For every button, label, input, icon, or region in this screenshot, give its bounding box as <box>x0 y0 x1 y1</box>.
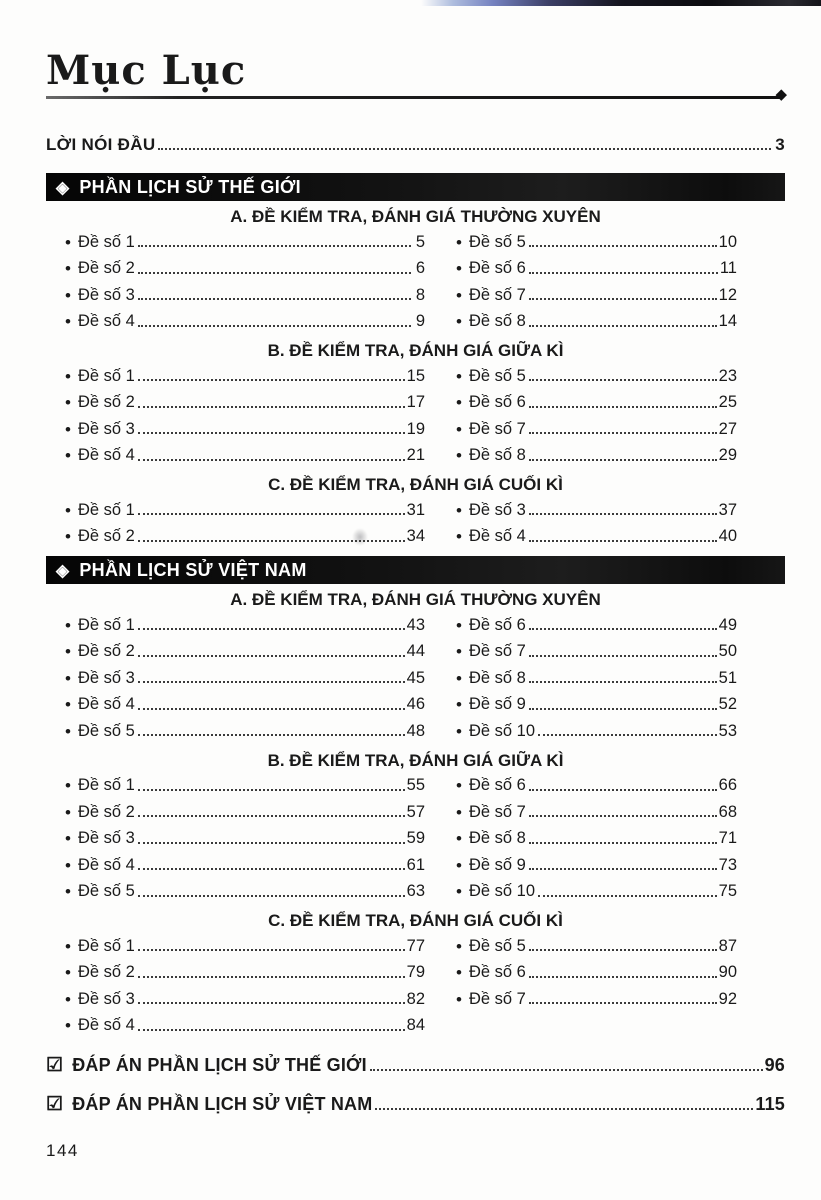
dot-leader <box>138 789 405 791</box>
entry-label: Đề số 1 <box>77 500 135 519</box>
entry-label: Đề số 1 <box>77 232 135 251</box>
toc-column-right <box>456 933 737 1039</box>
entry-label: Đề số 10 <box>468 882 535 901</box>
dot-leader <box>370 1069 763 1071</box>
toc-entry <box>456 773 737 800</box>
entry-label: Đề số 7 <box>468 802 526 821</box>
section-columns <box>46 612 785 745</box>
entry-page: 12 <box>718 285 737 304</box>
entry-page: 52 <box>718 695 737 714</box>
answer-label: ĐÁP ÁN PHẦN LỊCH SỬ VIỆT NAM <box>72 1093 373 1114</box>
bullet-icon: • <box>65 615 71 635</box>
checkbox-icon: ☑ <box>46 1054 64 1076</box>
toc-entry <box>456 639 737 666</box>
entry-label: Đề số 6 <box>468 615 526 634</box>
toc-entry <box>65 852 425 879</box>
bullet-icon: • <box>65 829 71 849</box>
bullet-icon: • <box>456 668 462 688</box>
bullet-icon: • <box>65 721 71 741</box>
toc-entry <box>65 718 425 745</box>
toc-entry <box>65 826 425 853</box>
entry-label: Đề số 5 <box>468 232 526 251</box>
entry-label: Đề số 4 <box>77 446 135 465</box>
dot-leader <box>138 245 411 247</box>
bullet-icon: • <box>65 642 71 662</box>
dot-leader <box>138 459 405 461</box>
section-heading: B. ĐỀ KIỂM TRA, ĐÁNH GIÁ GIỮA KÌ <box>267 341 564 360</box>
entry-page: 68 <box>718 802 737 821</box>
entry-label: Đề số 1 <box>77 615 135 634</box>
entry-page: 6 <box>415 259 425 278</box>
toc-entry <box>65 612 425 639</box>
section-columns <box>46 773 785 906</box>
entry-page: 75 <box>718 882 737 901</box>
entry-label: Đề số 6 <box>468 393 526 412</box>
toc-entry <box>65 960 425 987</box>
bullet-icon: • <box>65 963 71 983</box>
entry-label: Đề số 2 <box>77 963 135 982</box>
entry-page: 23 <box>718 366 737 385</box>
entry-page: 31 <box>406 500 425 519</box>
dot-leader <box>138 379 405 381</box>
toc-entry <box>65 773 425 800</box>
entry-page: 21 <box>406 446 425 465</box>
entry-page: 66 <box>718 776 737 795</box>
dot-leader <box>529 379 717 381</box>
bullet-icon: • <box>456 829 462 849</box>
entry-label: Đề số 7 <box>468 419 526 438</box>
dot-leader <box>138 513 405 515</box>
bullet-icon: • <box>456 989 462 1009</box>
entry-page: 9 <box>415 312 425 331</box>
dot-leader <box>529 513 717 515</box>
dot-leader <box>529 540 717 542</box>
toc-entry <box>65 309 425 336</box>
toc-entry <box>456 612 737 639</box>
dot-leader <box>529 815 717 817</box>
entry-page: 59 <box>406 829 425 848</box>
bullet-icon: • <box>456 419 462 439</box>
part-banner <box>46 556 785 584</box>
dot-leader <box>529 298 717 300</box>
entry-page: 44 <box>406 642 425 661</box>
section-heading: C. ĐỀ KIỂM TRA, ĐÁNH GIÁ CUỐI KÌ <box>268 475 563 494</box>
preface-label: LỜI NÓI ĐẦU <box>46 135 156 154</box>
entry-page: 90 <box>718 963 737 982</box>
entry-page: 57 <box>406 802 425 821</box>
entry-page: 14 <box>718 312 737 331</box>
bullet-icon: • <box>65 419 71 439</box>
toc-entry <box>456 852 737 879</box>
toc-entry <box>456 879 737 906</box>
entry-page: 17 <box>406 393 425 412</box>
entry-page: 55 <box>406 776 425 795</box>
entry-page: 84 <box>406 1016 425 1035</box>
toc-entry <box>456 826 737 853</box>
bullet-icon: • <box>65 695 71 715</box>
toc-entry <box>456 799 737 826</box>
toc-entry <box>65 229 425 256</box>
entry-label: Đề số 6 <box>468 963 526 982</box>
section-columns <box>46 497 785 550</box>
entry-page: 25 <box>718 393 737 412</box>
bullet-icon: • <box>65 855 71 875</box>
bullet-icon: • <box>65 312 71 332</box>
toc-entry <box>456 960 737 987</box>
toc-entry <box>456 229 737 256</box>
toc-column-left <box>65 933 425 1039</box>
entry-page: 37 <box>718 500 737 519</box>
toc-entry <box>65 986 425 1013</box>
toc-entry <box>456 390 737 417</box>
entry-label: Đề số 3 <box>77 668 135 687</box>
entry-page: 61 <box>406 855 425 874</box>
dot-leader <box>138 406 405 408</box>
toc-entry <box>456 986 737 1013</box>
answer-page: 96 <box>764 1054 785 1075</box>
entry-label: Đề số 4 <box>468 527 526 546</box>
entry-label: Đề số 3 <box>77 285 135 304</box>
diamond-end-icon: ◆ <box>775 86 787 103</box>
entry-label: Đề số 7 <box>468 642 526 661</box>
scan-artifact-strip <box>421 0 821 6</box>
part-banner-label: PHẦN LỊCH SỬ THẾ GIỚI <box>79 176 301 197</box>
entry-label: Đề số 8 <box>468 829 526 848</box>
section-columns <box>46 229 785 335</box>
entry-page: 29 <box>718 446 737 465</box>
diamond-icon: ◈ <box>56 177 70 197</box>
entry-page: 49 <box>718 615 737 634</box>
toc-column-right <box>456 612 737 745</box>
bullet-icon: • <box>456 963 462 983</box>
entry-page: 87 <box>718 936 737 955</box>
entry-label: Đề số 3 <box>468 500 526 519</box>
entry-page: 79 <box>406 963 425 982</box>
dot-leader <box>529 325 717 327</box>
entry-page: 10 <box>718 232 737 251</box>
dot-leader <box>138 272 411 274</box>
entry-page: 71 <box>718 829 737 848</box>
preface-entry <box>46 133 785 157</box>
bullet-icon: • <box>65 366 71 386</box>
dot-leader <box>138 1029 405 1031</box>
dot-leader <box>538 734 717 736</box>
section-columns <box>46 363 785 469</box>
dot-leader <box>529 681 717 683</box>
entry-page: 8 <box>415 285 425 304</box>
bullet-icon: • <box>65 882 71 902</box>
dot-leader <box>529 708 717 710</box>
toc-part <box>46 173 785 550</box>
entry-label: Đề số 9 <box>468 855 526 874</box>
toc-column-right <box>456 229 737 335</box>
toc-column-left <box>65 773 425 906</box>
entry-page: 50 <box>718 642 737 661</box>
entry-label: Đề số 4 <box>77 1016 135 1035</box>
dot-leader <box>138 628 405 630</box>
scan-smudge <box>352 528 368 546</box>
diamond-icon: ◈ <box>56 560 70 580</box>
toc-column-left <box>65 363 425 469</box>
bullet-icon: • <box>456 446 462 466</box>
dot-leader <box>138 815 405 817</box>
toc-entry <box>65 497 425 524</box>
entry-label: Đề số 2 <box>77 259 135 278</box>
entry-label: Đề số 5 <box>77 721 135 740</box>
toc-entry <box>65 692 425 719</box>
entry-page: 34 <box>406 527 425 546</box>
entry-page: 63 <box>406 882 425 901</box>
entry-label: Đề số 5 <box>468 936 526 955</box>
entry-label: Đề số 10 <box>468 721 535 740</box>
entry-page: 82 <box>406 989 425 1008</box>
bullet-icon: • <box>65 802 71 822</box>
bullet-icon: • <box>456 259 462 279</box>
entry-page: 53 <box>718 721 737 740</box>
dot-leader <box>529 949 717 951</box>
toc-column-right <box>456 497 737 550</box>
dot-leader <box>138 976 405 978</box>
entry-label: Đề số 1 <box>77 776 135 795</box>
toc-entry <box>456 497 737 524</box>
dot-leader <box>529 272 718 274</box>
answer-entry <box>46 1091 785 1117</box>
dot-leader <box>138 655 405 657</box>
entry-page: 5 <box>415 232 425 251</box>
toc-entry <box>65 282 425 309</box>
bullet-icon: • <box>65 285 71 305</box>
entry-page: 46 <box>406 695 425 714</box>
entry-label: Đề số 6 <box>468 776 526 795</box>
bullet-icon: • <box>456 615 462 635</box>
page-title: Mục Lục <box>46 47 247 94</box>
bullet-icon: • <box>456 721 462 741</box>
dot-leader <box>138 298 411 300</box>
toc-entry <box>65 524 425 551</box>
dot-leader <box>138 868 405 870</box>
entry-page: 51 <box>718 668 737 687</box>
section-heading: A. ĐỀ KIỂM TRA, ĐÁNH GIÁ THƯỜNG XUYÊN <box>230 207 601 226</box>
dot-leader <box>529 976 717 978</box>
bullet-icon: • <box>456 393 462 413</box>
dot-leader <box>529 1002 717 1004</box>
entry-label: Đề số 7 <box>468 989 526 1008</box>
dot-leader <box>529 789 717 791</box>
toc-entry <box>456 363 737 390</box>
bullet-icon: • <box>456 855 462 875</box>
dot-leader <box>138 432 405 434</box>
section-heading: A. ĐỀ KIỂM TRA, ĐÁNH GIÁ THƯỜNG XUYÊN <box>230 590 601 609</box>
dot-leader <box>138 734 405 736</box>
toc-entry <box>65 665 425 692</box>
bullet-icon: • <box>65 259 71 279</box>
entry-page: 92 <box>718 989 737 1008</box>
entry-label: Đề số 7 <box>468 285 526 304</box>
toc-column-left <box>65 612 425 745</box>
bullet-icon: • <box>65 527 71 547</box>
dot-leader <box>529 459 717 461</box>
bullet-icon: • <box>456 936 462 956</box>
entry-label: Đề số 2 <box>77 642 135 661</box>
answer-label: ĐÁP ÁN PHẦN LỊCH SỬ THẾ GIỚI <box>72 1054 367 1075</box>
toc-entry <box>65 879 425 906</box>
entry-page: 40 <box>718 527 737 546</box>
entry-label: Đề số 3 <box>77 829 135 848</box>
entry-page: 43 <box>406 615 425 634</box>
entry-label: Đề số 3 <box>77 419 135 438</box>
toc-entry <box>456 282 737 309</box>
bullet-icon: • <box>456 527 462 547</box>
dot-leader <box>529 842 717 844</box>
toc-parts <box>46 173 785 1039</box>
bullet-icon: • <box>65 989 71 1009</box>
toc-entry <box>65 363 425 390</box>
entry-page: 77 <box>406 936 425 955</box>
bullet-icon: • <box>65 776 71 796</box>
entry-label: Đề số 8 <box>468 312 526 331</box>
bullet-icon: • <box>65 936 71 956</box>
entry-page: 27 <box>718 419 737 438</box>
entry-label: Đề số 2 <box>77 802 135 821</box>
bullet-icon: • <box>456 882 462 902</box>
entry-label: Đề số 2 <box>77 527 135 546</box>
toc-entry <box>65 416 425 443</box>
entry-page: 19 <box>406 419 425 438</box>
answers-section <box>46 1052 785 1117</box>
toc-entry <box>456 309 737 336</box>
entry-label: Đề số 6 <box>468 259 526 278</box>
toc-column-right <box>456 363 737 469</box>
bullet-icon: • <box>65 393 71 413</box>
toc-entry <box>456 443 737 470</box>
dot-leader <box>138 895 405 897</box>
dot-leader <box>529 655 717 657</box>
bullet-icon: • <box>65 446 71 466</box>
entry-label: Đề số 4 <box>77 855 135 874</box>
dot-leader <box>538 895 717 897</box>
title-rule <box>46 86 787 103</box>
dot-leader <box>138 842 405 844</box>
section-heading: C. ĐỀ KIỂM TRA, ĐÁNH GIÁ CUỐI KÌ <box>268 911 563 930</box>
dot-leader <box>529 628 717 630</box>
toc-entry <box>65 799 425 826</box>
toc-column-left <box>65 229 425 335</box>
toc-entry <box>65 390 425 417</box>
bullet-icon: • <box>456 802 462 822</box>
bullet-icon: • <box>456 285 462 305</box>
dot-leader <box>529 868 717 870</box>
dot-leader <box>529 432 717 434</box>
folio-page-number: 144 <box>46 1141 79 1160</box>
toc-entry <box>65 1013 425 1040</box>
dot-leader <box>138 708 405 710</box>
entry-label: Đề số 3 <box>77 989 135 1008</box>
entry-page: 48 <box>406 721 425 740</box>
dot-leader <box>138 540 405 542</box>
bullet-icon: • <box>456 232 462 252</box>
entry-label: Đề số 8 <box>468 668 526 687</box>
bullet-icon: • <box>65 1016 71 1036</box>
toc-entry <box>456 665 737 692</box>
entry-label: Đề số 4 <box>77 695 135 714</box>
entry-label: Đề số 9 <box>468 695 526 714</box>
entry-label: Đề số 5 <box>468 366 526 385</box>
entry-label: Đề số 5 <box>77 882 135 901</box>
entry-page: 15 <box>406 366 425 385</box>
toc-entry <box>456 256 737 283</box>
bullet-icon: • <box>456 776 462 796</box>
entry-page: 73 <box>718 855 737 874</box>
bullet-icon: • <box>456 366 462 386</box>
dot-leader <box>529 245 717 247</box>
bullet-icon: • <box>65 500 71 520</box>
entry-label: Đề số 8 <box>468 446 526 465</box>
entry-label: Đề số 2 <box>77 393 135 412</box>
toc-entry <box>456 416 737 443</box>
bullet-icon: • <box>65 668 71 688</box>
dot-leader <box>158 148 771 150</box>
toc-entry <box>456 933 737 960</box>
toc-entry <box>65 256 425 283</box>
entry-label: Đề số 4 <box>77 312 135 331</box>
dot-leader <box>375 1108 753 1110</box>
bullet-icon: • <box>456 695 462 715</box>
dot-leader <box>138 949 405 951</box>
dot-leader <box>138 1002 405 1004</box>
entry-label: Đề số 1 <box>77 366 135 385</box>
bullet-icon: • <box>65 232 71 252</box>
toc-entry <box>65 443 425 470</box>
entry-label: Đề số 1 <box>77 936 135 955</box>
checkbox-icon: ☑ <box>46 1093 64 1115</box>
answer-page: 115 <box>755 1093 785 1114</box>
toc-entry <box>65 639 425 666</box>
part-banner-label: PHẦN LỊCH SỬ VIỆT NAM <box>79 559 307 580</box>
section-columns <box>46 933 785 1039</box>
dot-leader <box>138 681 405 683</box>
bullet-icon: • <box>456 642 462 662</box>
answer-entry <box>46 1052 785 1078</box>
bullet-icon: • <box>456 312 462 332</box>
entry-page: 11 <box>719 259 737 278</box>
toc-entry <box>456 524 737 551</box>
toc-part <box>46 556 785 1039</box>
dot-leader <box>138 325 411 327</box>
dot-leader <box>529 406 717 408</box>
bullet-icon: • <box>456 500 462 520</box>
entry-page: 45 <box>406 668 425 687</box>
toc-entry <box>65 933 425 960</box>
part-banner <box>46 173 785 201</box>
toc-entry <box>456 718 737 745</box>
toc-entry <box>456 692 737 719</box>
section-heading: B. ĐỀ KIỂM TRA, ĐÁNH GIÁ GIỮA KÌ <box>267 750 564 770</box>
preface-page: 3 <box>775 135 785 154</box>
toc-column-left <box>65 497 425 550</box>
toc-column-right <box>456 773 737 906</box>
